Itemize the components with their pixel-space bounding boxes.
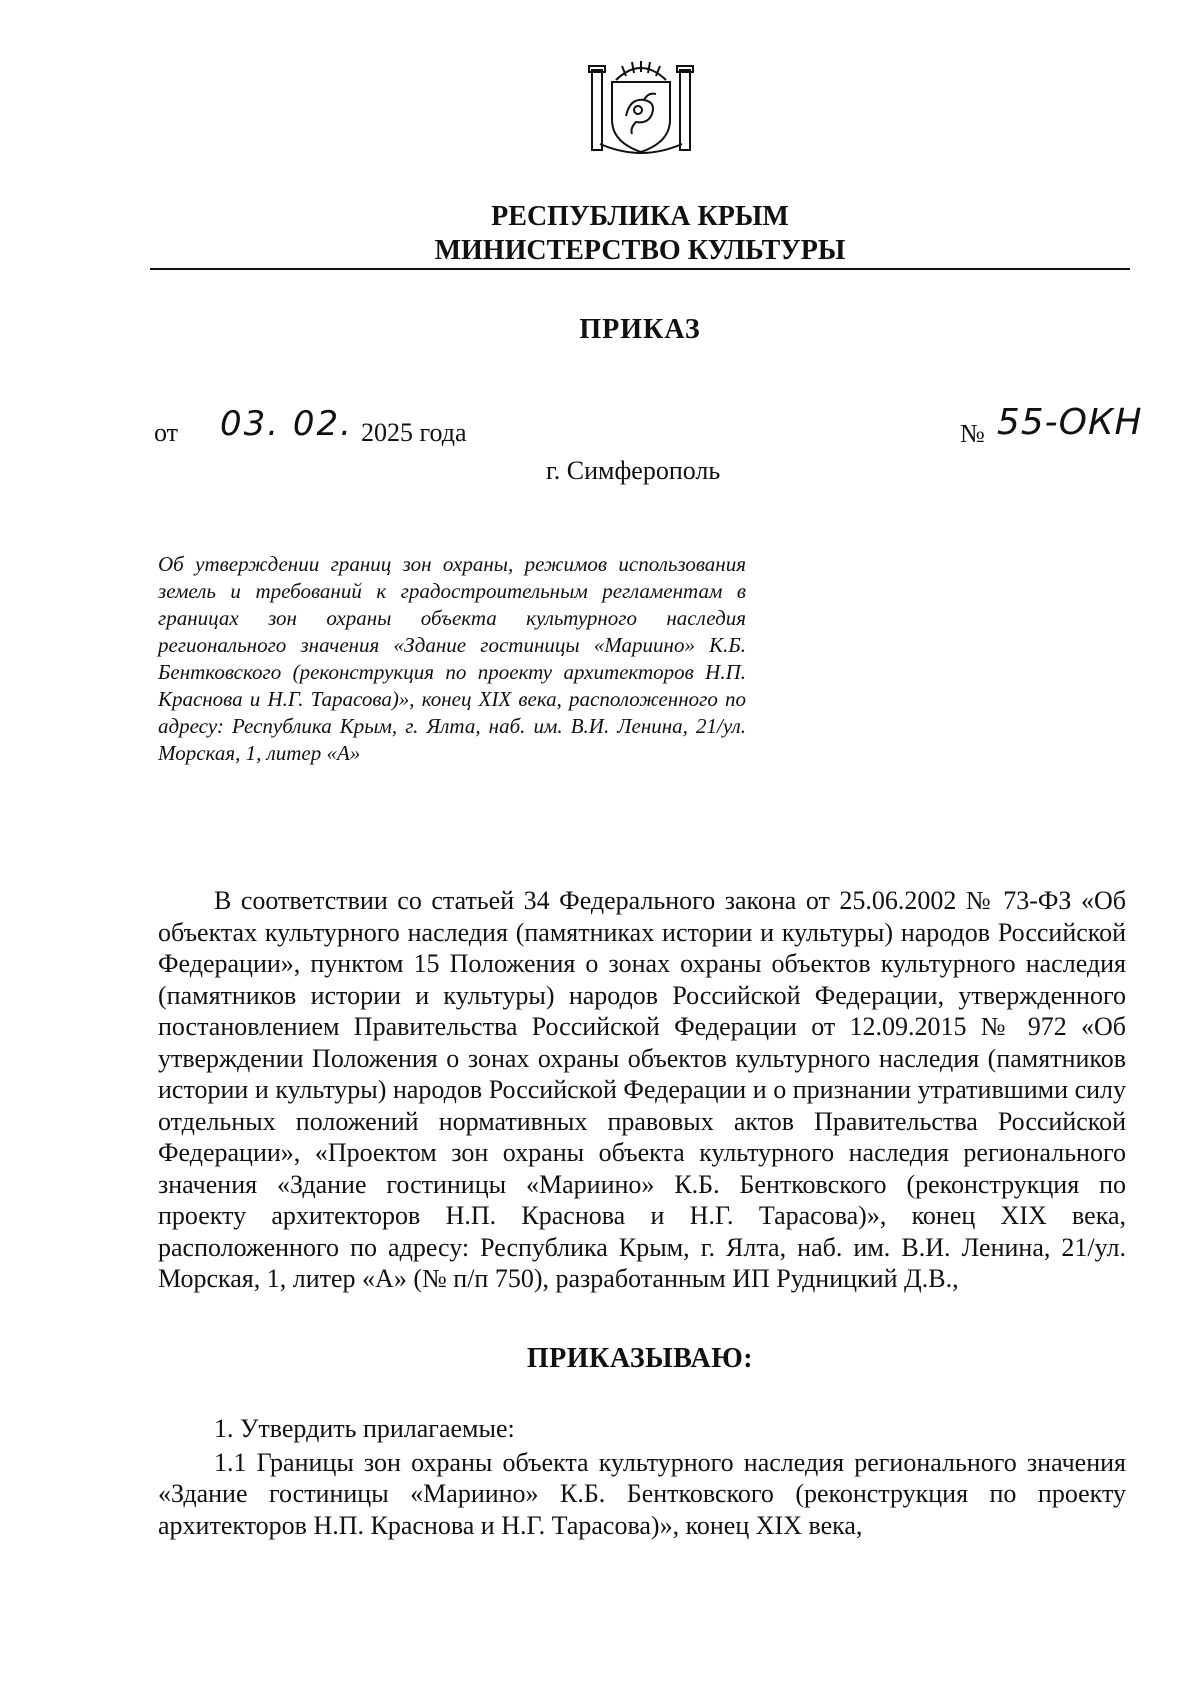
item-1-1: 1.1 Границы зон охраны объекта культурного наследия регионального значения «Здание гостиницы «Мариино» К.Б. Бентковского (реконструкция по проекту архитекторов Н.П. Краснова и Н.Г. Тарасова)», конец XIX века, bbox=[158, 1447, 1126, 1540]
coat-of-arms-icon bbox=[586, 58, 696, 158]
date-prefix: от bbox=[154, 418, 179, 447]
order-subject: Об утверждении границ зон охраны, режимов использования земель и требований к градостроительным регламентам в границах зон охраны объекта культурного наследия регионального значения «Здание гостиницы «Мариино» К.Б. Бентковского (реконструкция по проекту архитекторов Н.П. Краснова и Н.Г. Тарасова)», конец XIX века, расположенного по адресу: Республика Крым, г. Ялта, наб. им. В.И. Ленина, 21/ул. Морская, 1, литер «А» bbox=[158, 552, 746, 765]
order-number bbox=[960, 402, 1143, 451]
preamble-paragraph: В соответствии со статьей 34 Федерального закона от 25.06.2002 № 73-ФЗ «Об объектах культурного наследия (памятниках истории и культуры) народов Российской Федерации», пунктом 15 Положения о зонах охраны объектов культурного наследия (памятников истории и культуры) народов Российской Федерации, утвержденного постановлением Правительства Российской Федерации от 12.09.2015 № 972 «Об утверждении Положения о зонах охраны объектов культурного наследия (памятников истории и культуры) народов Российской Федерации и о признании утратившими силу отдельных положений нормативных правовых актов Правительства Российской Федерации», «Проектом зон охраны объекта культурного наследия регионального значения «Здание гостиницы «Мариино» К.Б. Бентковского (реконструкция по проекту архитекторов Н.П. Краснова и Н.Г. Тарасова)», конец XIX века, расположенного по адресу: Республика Крым, г. Ялта, наб. им. В.И. Ленина, 21/ул. Морская, 1, литер «А» (№ п/п 750), разработанным ИП Рудницкий Д.В., bbox=[158, 886, 1126, 1293]
order-word: ПРИКАЗЫВАЮ: bbox=[526, 1343, 754, 1374]
city: г. Симферополь bbox=[546, 456, 721, 485]
header-divider bbox=[150, 268, 1130, 270]
order-date bbox=[154, 404, 467, 450]
ministry-title: МИНИСТЕРСТВО КУЛЬТУРЫ bbox=[434, 235, 846, 266]
republic-title: РЕСПУБЛИКА КРЫМ bbox=[491, 201, 789, 232]
handwritten-number: 55-ОКН bbox=[996, 402, 1143, 443]
handwritten-date: 03. 02. bbox=[220, 404, 353, 444]
item-1: 1. Утвердить прилагаемые: bbox=[214, 1414, 515, 1443]
number-sign: № bbox=[960, 419, 985, 448]
order-title: ПРИКАЗ bbox=[579, 314, 701, 345]
order-items bbox=[158, 1413, 1126, 1541]
date-year: 2025 года bbox=[360, 418, 467, 447]
preamble bbox=[158, 885, 1126, 1295]
